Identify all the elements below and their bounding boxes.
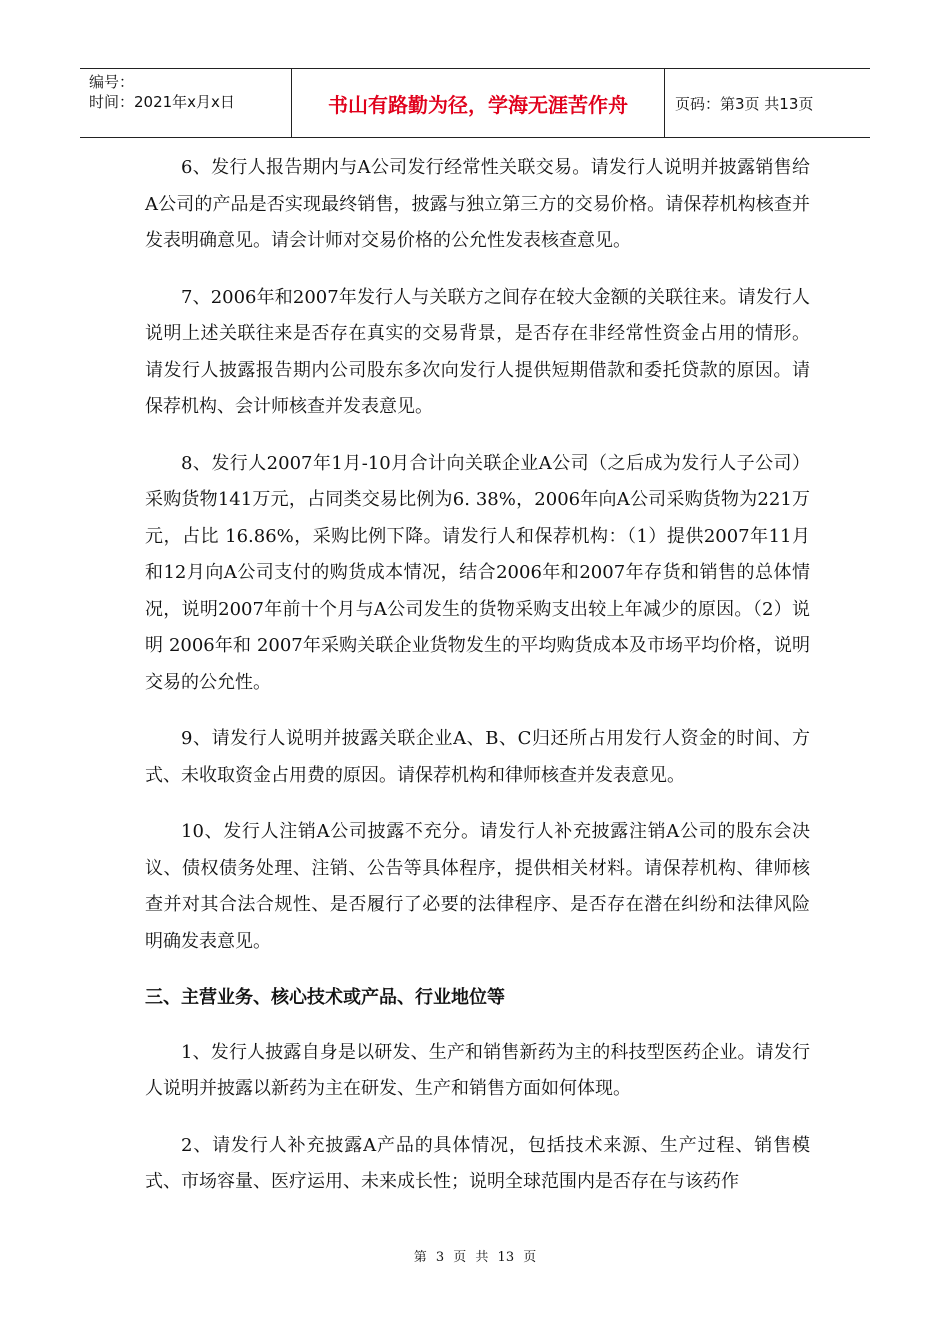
page-footer: 第 3 页 共 13 页	[413, 1250, 537, 1265]
paragraph-6: 6、发行人报告期内与A公司发行经常性关联交易。请发行人说明并披露销售给A公司的产品是否实现最终销售，披露与独立第三方的交易价格。请保荐机构核查并发表明确意见。请会计师对交易价格的公允性发表核查意见。	[145, 157, 810, 251]
header-motto: 书山有路勤为径，学海无涯苦作舟	[292, 69, 665, 137]
header-page-info: 页码：第3页 共13页	[675, 94, 814, 113]
paragraph-10: 10、发行人注销A公司披露不充分。请发行人补充披露注销A公司的股东会决议、债权债务处理、注销、公告等具体程序，提供相关材料。请保荐机构、律师核查并对其合法合规性、是否履行了必要的法律程序、是否存在潜在纠纷和法律风险明确发表意见。	[145, 821, 810, 952]
header-meta	[80, 69, 292, 137]
paragraph-7: 7、2006年和2007年发行人与关联方之间存在较大金额的关联往来。请发行人说明上述关联往来是否存在真实的交易背景，是否存在非经常性资金占用的情形。请发行人披露报告期内公司股东多次向发行人提供短期借款和委托贷款的原因。请保荐机构、会计师核查并发表意见。	[145, 286, 810, 417]
document-body	[145, 150, 810, 1221]
paragraph-8: 8、发行人2007年1月-10月合计向关联企业A公司（之后成为发行人子公司）采购货物141万元，占同类交易比例为6. 38%，2006年向A公司采购货物为221万元，占比 16.86%，采购比例下降。请发行人和保荐机构：（1）提供2007年11月和12月向A公司支付的购货成本情况，结合2006年和2007年存货和销售的总体情况，说明2007年前十个月与A公司发生的货物采购支出较上年减少的原因。（2）说明 2006年和 2007年采购关联企业货物发生的平均购货成本及市场平均价格，说明交易的公允性。	[145, 452, 810, 693]
number-label: 编号：	[89, 73, 135, 91]
time-label: 时间：2021年x月x日	[89, 93, 235, 111]
section-heading: 三、主营业务、核心技术或产品、行业地位等	[145, 987, 505, 1008]
paragraph-3-1: 1、发行人披露自身是以研发、生产和销售新药为主的科技型医药企业。请发行人说明并披露以新药为主在研发、生产和销售方面如何体现。	[145, 1041, 810, 1099]
paragraph-3-2: 2、请发行人补充披露A产品的具体情况，包括技术来源、生产过程、销售模式、市场容量、医疗运用、未来成长性；说明全球范围内是否存在与该药作	[145, 1134, 810, 1192]
paragraph-9: 9、请发行人说明并披露关联企业A、B、C归还所占用发行人资金的时间、方式、未收取资金占用费的原因。请保荐机构和律师核查并发表意见。	[145, 728, 810, 786]
page-header	[80, 68, 870, 138]
